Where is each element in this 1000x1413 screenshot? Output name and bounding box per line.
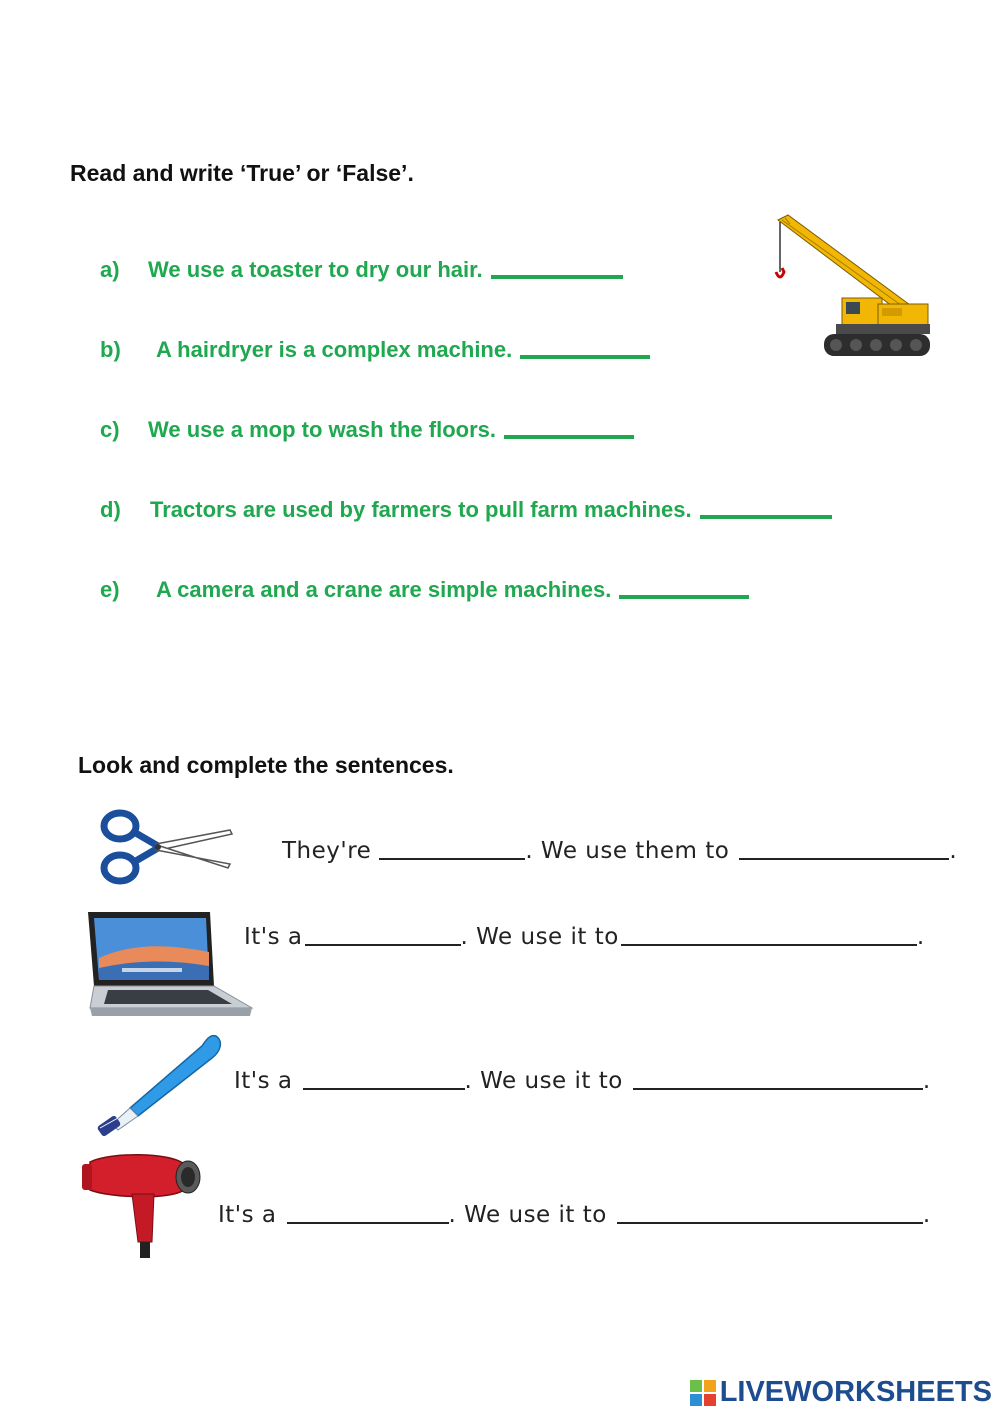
item-text: We use a mop to wash the floors.	[148, 417, 496, 442]
sentence-start: It's a	[244, 924, 303, 950]
answer-blank-use-2[interactable]	[621, 943, 917, 946]
sentence-start: They're	[282, 838, 372, 864]
sentence-end: .	[922, 1068, 931, 1094]
sentence-row-1	[282, 838, 957, 864]
item-letter: e)	[100, 577, 120, 602]
laptop-image	[82, 908, 254, 1020]
section2-heading: Look and complete the sentences.	[78, 752, 454, 778]
scissors-image	[98, 808, 234, 888]
item-text: A hairdryer is a complex machine.	[156, 337, 513, 362]
answer-blank-object-4[interactable]	[287, 1221, 449, 1224]
sentence-middle: . We use it to	[464, 1068, 623, 1094]
item-text: We use a toaster to dry our hair.	[148, 257, 483, 282]
tf-item-d	[100, 490, 832, 530]
tf-item-a	[100, 250, 623, 290]
sentence-start: It's a	[218, 1202, 277, 1228]
sentence-row-3	[234, 1068, 931, 1094]
answer-blank-object-2[interactable]	[305, 943, 461, 946]
sentence-row-4	[218, 1202, 931, 1228]
sentence-end: .	[922, 1202, 931, 1228]
toothbrush-image	[94, 1030, 226, 1140]
item-letter: c)	[100, 417, 120, 442]
sentence-middle: . We use it to	[448, 1202, 607, 1228]
answer-blank-a[interactable]	[491, 275, 623, 279]
tf-item-e	[100, 570, 749, 610]
brand-name: LIVEWORKSHEETS	[719, 1376, 992, 1408]
answer-blank-b[interactable]	[520, 355, 650, 359]
item-letter: d)	[100, 497, 121, 522]
liveworksheets-brand	[690, 1376, 992, 1409]
tf-item-b	[100, 330, 650, 370]
sentence-end: .	[949, 838, 958, 864]
hairdryer-image	[80, 1150, 204, 1260]
answer-blank-object-1[interactable]	[379, 857, 525, 860]
answer-blank-e[interactable]	[619, 595, 749, 599]
liveworksheets-logo-icon	[690, 1380, 716, 1406]
section1-heading: Read and write ‘True’ or ‘False’.	[70, 160, 414, 186]
sentence-row-2	[244, 924, 925, 950]
answer-blank-c[interactable]	[504, 435, 634, 439]
item-letter: a)	[100, 257, 120, 282]
sentence-end: .	[916, 924, 925, 950]
answer-blank-object-3[interactable]	[303, 1087, 465, 1090]
sentence-middle: . We use them to	[525, 838, 730, 864]
sentence-start: It's a	[234, 1068, 293, 1094]
crane-image	[770, 210, 935, 365]
tf-item-c	[100, 410, 634, 450]
item-text: A camera and a crane are simple machines.	[156, 577, 612, 602]
item-letter: b)	[100, 337, 121, 362]
item-text: Tractors are used by farmers to pull farm machines.	[150, 497, 692, 522]
answer-blank-use-3[interactable]	[633, 1087, 923, 1090]
answer-blank-use-4[interactable]	[617, 1221, 923, 1224]
answer-blank-d[interactable]	[700, 515, 832, 519]
answer-blank-use-1[interactable]	[739, 857, 949, 860]
sentence-middle: . We use it to	[460, 924, 619, 950]
